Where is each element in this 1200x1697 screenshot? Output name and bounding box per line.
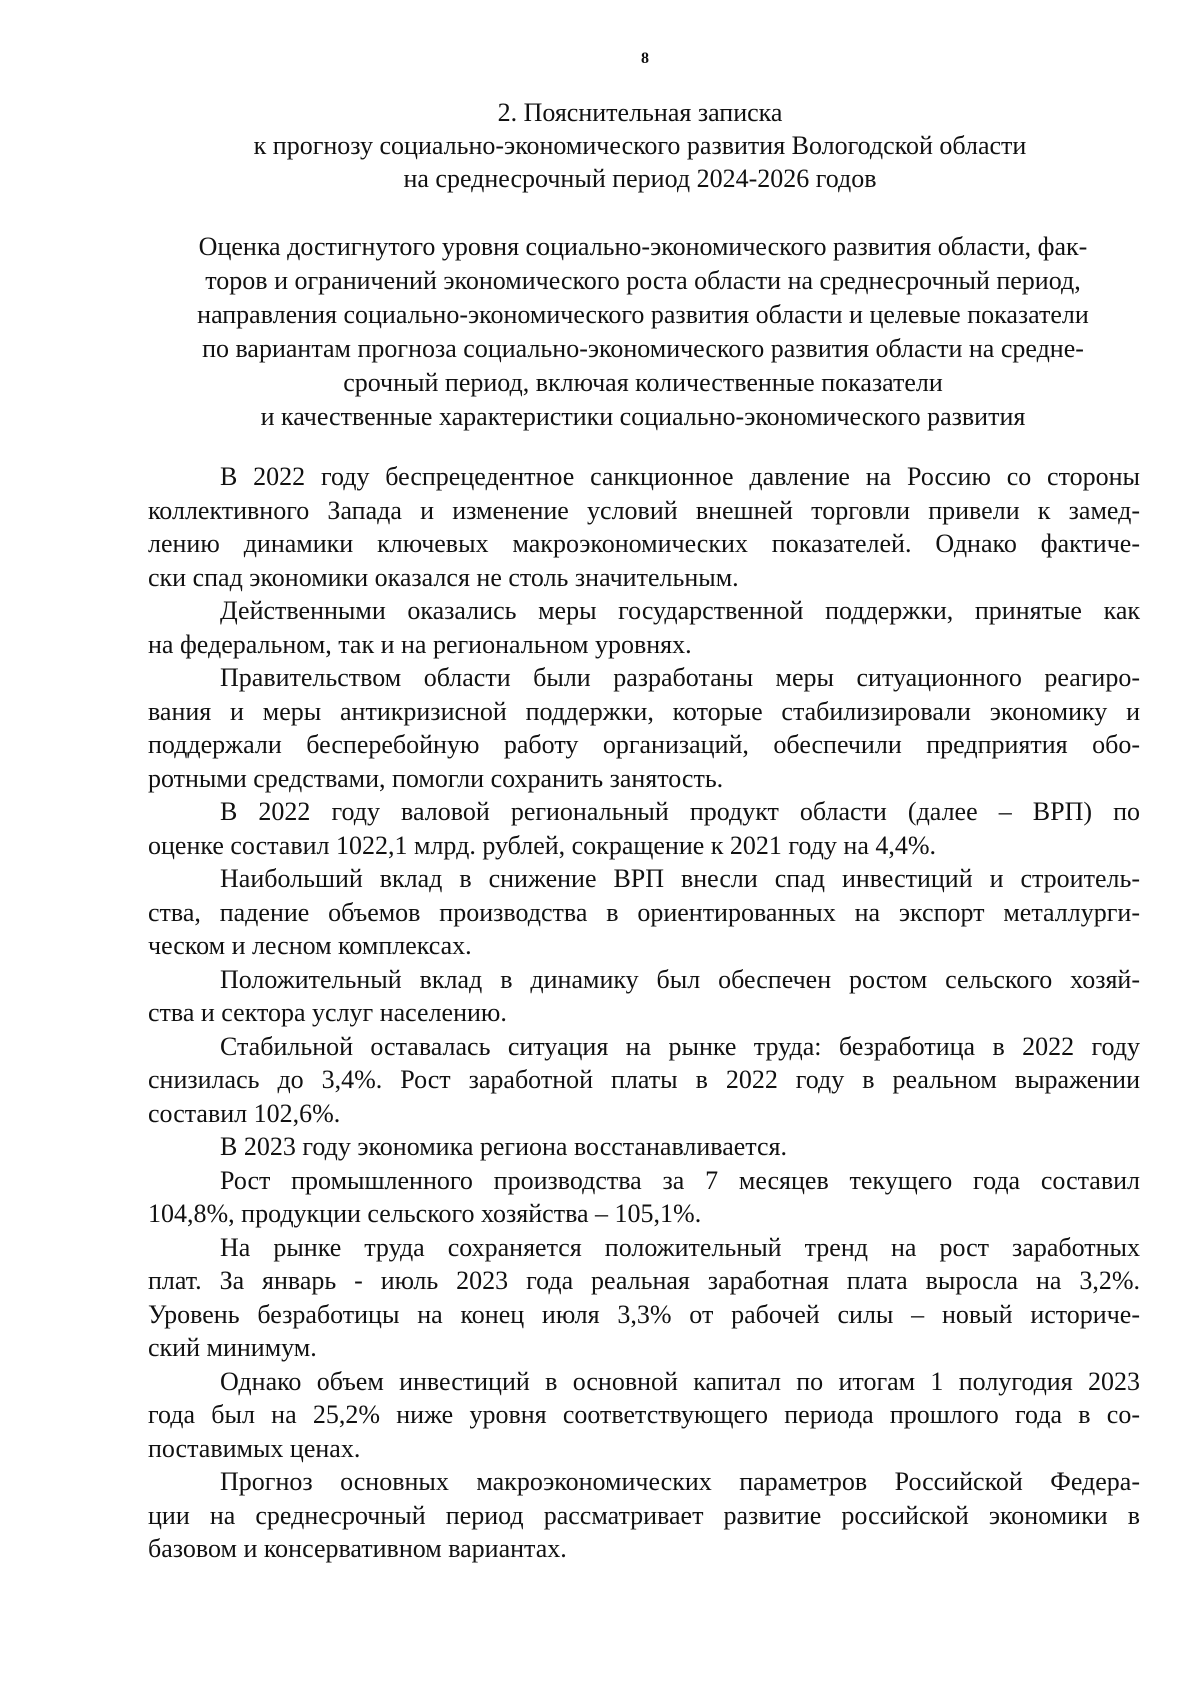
paragraph: [148, 1365, 1140, 1466]
paragraph-line: коллективного Запада и изменение условий внешней торговли привели к замед-: [148, 495, 1140, 525]
title-line: 2. Пояснительная записка: [497, 98, 783, 127]
paragraph: [148, 963, 1140, 1030]
paragraph: [148, 460, 1140, 594]
paragraph-line: поддержали бесперебойную работу организаций, обеспечили предприятия обо-: [148, 730, 1140, 759]
section-title: [150, 96, 1130, 195]
paragraph-line: ства и сектора услуг населению.: [148, 998, 507, 1027]
paragraph-line: Прогноз основных макроэкономических параметров Российской Федера-: [220, 1467, 1140, 1496]
subtitle-line: по вариантам прогноза социально-экономического развития области на средне-: [202, 334, 1084, 363]
paragraph-line: ский минимум.: [148, 1333, 317, 1362]
subtitle-line: и качественные характеристики социально-экономического развития: [260, 402, 1026, 431]
paragraph: [148, 661, 1140, 795]
paragraph-line: В 2022 году валовой региональный продукт области (далее – ВРП) по: [220, 797, 1140, 826]
paragraph-line: Правительством области были разработаны меры ситуационного реагиро-: [220, 663, 1140, 692]
title-line: на среднесрочный период 2024-2026 годов: [403, 164, 877, 193]
paragraph-line: снизилась до 3,4%. Рост заработной платы в 2022 году в реальном выражении: [148, 1065, 1140, 1094]
paragraph-line: ства, падение объемов производства в ориентированных на экспорт металлурги-: [148, 897, 1140, 927]
body-text: [148, 460, 1140, 1566]
paragraph-line: ческом и лесном комплексах.: [148, 931, 472, 960]
subtitle-line: Оценка достигнутого уровня социально-экономического развития области, фак-: [198, 232, 1088, 261]
paragraph-line: оценке составил 1022,1 млрд. рублей, сокращение к 2021 году на 4,4%.: [148, 830, 937, 860]
paragraph-line: Уровень безработицы на конец июля 3,3% от рабочей силы – новый историче-: [148, 1299, 1140, 1329]
paragraph: [148, 594, 1140, 661]
subtitle-line: направления социально-экономического развития области и целевые показатели: [197, 300, 1089, 329]
title-line: к прогнозу социально-экономического развития Вологодской области: [253, 131, 1027, 160]
subtitle-line: торов и ограничений экономического роста области на среднесрочный период,: [205, 266, 1081, 295]
subtitle-line: срочный период, включая количественные показатели: [343, 368, 943, 397]
paragraph-line: 104,8%, продукции сельского хозяйства – 105,1%.: [148, 1199, 702, 1228]
paragraph: [148, 1465, 1140, 1566]
paragraph-line: ски спад экономики оказался не столь значительным.: [148, 562, 739, 592]
paragraph: [148, 1164, 1140, 1231]
paragraph-line: Наибольший вклад в снижение ВРП внесли спад инвестиций и строитель-: [220, 864, 1140, 893]
paragraph-line: базовом и консервативном вариантах.: [148, 1534, 567, 1563]
page-number: 8: [641, 50, 649, 67]
paragraph: [148, 1130, 1140, 1164]
paragraph-line: ции на среднесрочный период рассматривает развитие российской экономики в: [148, 1500, 1140, 1530]
paragraph-line: вания и меры антикризисной поддержки, которые стабилизировали экономику и: [148, 696, 1140, 726]
paragraph-line: года был на 25,2% ниже уровня соответствующего периода прошлого года в со-: [148, 1400, 1140, 1429]
paragraph: [148, 1231, 1140, 1365]
paragraph-line: Однако объем инвестиций в основной капитал по итогам 1 полугодия 2023: [220, 1366, 1140, 1396]
paragraph: [148, 862, 1140, 963]
paragraph-line: ротными средствами, помогли сохранить занятость.: [148, 763, 724, 793]
paragraph-line: В 2022 году беспрецедентное санкционное давление на Россию со стороны: [220, 462, 1140, 491]
paragraph-line: В 2023 году экономика региона восстанавливается.: [220, 1132, 787, 1161]
paragraph-line: На рынке труда сохраняется положительный тренд на рост заработных: [220, 1232, 1140, 1262]
paragraph: [148, 795, 1140, 862]
paragraph-line: Рост промышленного производства за 7 месяцев текущего года составил: [220, 1165, 1140, 1195]
paragraph-line: поставимых ценах.: [148, 1433, 361, 1463]
paragraph-line: на федеральном, так и на региональном уровнях.: [148, 629, 692, 659]
paragraph-line: лению динамики ключевых макроэкономических показателей. Однако фактиче-: [148, 529, 1140, 558]
paragraph-line: Действенными оказались меры государственной поддержки, принятые как: [220, 596, 1140, 625]
paragraph-line: Стабильной оставалась ситуация на рынке труда: безработица в 2022 году: [220, 1031, 1140, 1061]
section-subtitle: [148, 230, 1138, 434]
paragraph: [148, 1030, 1140, 1131]
paragraph-line: Положительный вклад в динамику был обеспечен ростом сельского хозяй-: [220, 964, 1140, 994]
paragraph-line: плат. За январь - июль 2023 года реальная заработная плата выросла на 3,2%.: [148, 1266, 1140, 1295]
paragraph-line: составил 102,6%.: [148, 1098, 341, 1128]
